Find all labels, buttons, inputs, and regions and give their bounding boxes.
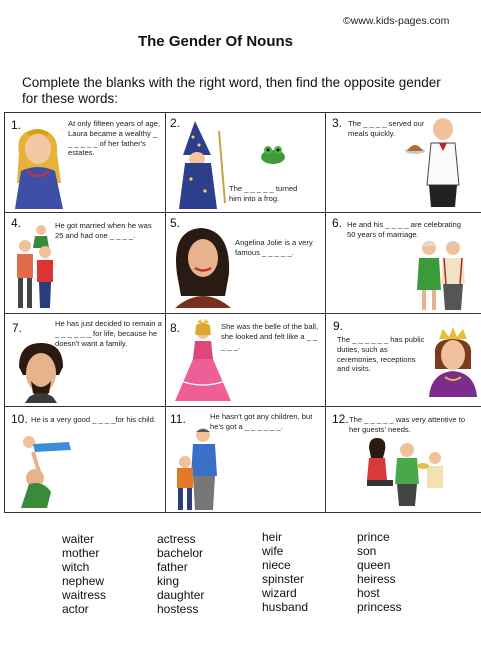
cell-10 <box>5 406 165 514</box>
instructions: Complete the blanks with the right word, then find the opposite gender for these words: <box>22 75 441 106</box>
copyright: ©www.kids-pages.com <box>343 15 450 27</box>
cell-number: 6. <box>332 216 343 230</box>
word: host <box>357 586 380 601</box>
word-column-2 <box>157 532 204 617</box>
cell-text: The _ _ _ _ _ was very attentive to her guests' needs. <box>349 415 466 434</box>
cell-9 <box>325 313 481 406</box>
cell-2 <box>165 113 325 212</box>
cell-number: 2. <box>170 116 181 130</box>
word: queen <box>357 558 391 573</box>
cell-number: 4. <box>11 216 22 230</box>
woman-figure <box>7 123 73 209</box>
cell-6 <box>325 212 481 313</box>
father-son-figure <box>11 222 59 310</box>
word: hostess <box>157 602 199 617</box>
frog <box>259 143 287 165</box>
word: heir <box>262 530 283 544</box>
cell-number: 12. <box>332 412 349 426</box>
cell-text: He hasn't got any children, but he's got a _ _ _ _ _ _. <box>210 412 313 431</box>
word: waitress <box>62 588 107 603</box>
cell-text: The _ _ _ _ _ _ has public duties, such as ceremonies, receptions and visits. <box>337 335 425 374</box>
cell-number: 11. <box>170 412 186 426</box>
word: waiter <box>62 532 95 546</box>
word-column-3 <box>262 530 308 615</box>
word: husband <box>262 600 309 615</box>
elderly-couple <box>413 238 471 310</box>
princess-figure <box>173 319 233 405</box>
cell-3 <box>325 113 481 212</box>
word: heiress <box>357 572 396 587</box>
word: son <box>357 544 377 559</box>
cell-1 <box>5 113 165 212</box>
word: witch <box>62 560 90 575</box>
cell-4 <box>5 212 165 313</box>
cell-text: He got married when he was 25 and had one _ _ _ _. <box>55 221 152 240</box>
cell-text: She was the belle of the ball, she looked and felt like a _ _ _ _ _. <box>221 322 319 351</box>
cell-number: 5. <box>170 216 181 230</box>
word: mother <box>62 546 100 561</box>
cell-number: 9. <box>333 319 344 333</box>
cell-text: The _ _ _ _ served our meals quickly. <box>348 119 425 138</box>
cell-number: 10. <box>11 412 28 426</box>
cell-text: At only fifteen years of age, Laura became a wealthy _ _ _ _ _ _ of her father's estates. <box>68 119 161 158</box>
word: daughter <box>157 588 205 603</box>
word: spinster <box>262 572 305 587</box>
cell-text: He has just decided to remain a _ _ _ _ _ _ for life, because he doesn't want a family. <box>55 319 162 348</box>
word: bachelor <box>157 546 204 561</box>
cell-11 <box>165 406 325 514</box>
word: wife <box>262 544 284 559</box>
page-title: The Gender Of Nouns <box>137 33 293 50</box>
hostess-scene <box>363 436 449 508</box>
exercise-grid <box>4 112 481 513</box>
word-column-1 <box>62 532 106 617</box>
cell-5 <box>165 212 325 313</box>
word-column-4 <box>357 530 402 615</box>
word: actress <box>157 532 196 546</box>
queen-portrait <box>425 325 481 397</box>
cell-text: Angelina Jolie is a very famous _ _ _ _ _. <box>235 238 313 257</box>
cell-number: 3. <box>332 116 343 130</box>
word: niece <box>262 558 291 573</box>
cell-7 <box>5 313 165 406</box>
actress-portrait <box>169 224 237 308</box>
wizard-figure <box>171 119 231 209</box>
man-portrait <box>13 341 69 403</box>
cell-8 <box>165 313 325 406</box>
uncle-nephew-figure <box>173 426 223 510</box>
cell-number: 1. <box>11 118 22 132</box>
word: father <box>157 560 188 575</box>
word: nephew <box>62 574 105 589</box>
cell-number: 7. <box>12 321 23 335</box>
word: king <box>157 574 180 589</box>
word: princess <box>357 600 402 615</box>
cell-text: He is a very good _ _ _ _for his child. <box>31 415 156 424</box>
cell-text: He and his _ _ _ _ are celebrating 50 years of marriage. <box>347 220 461 239</box>
cell-12 <box>325 406 481 514</box>
cell-number: 8. <box>170 321 181 335</box>
father-baby-figure <box>13 432 79 508</box>
waiter-figure <box>405 115 467 207</box>
word: actor <box>62 602 89 617</box>
word: wizard <box>262 586 297 601</box>
word: prince <box>357 530 390 544</box>
cell-text: The _ _ _ _ _ turned him into a frog. <box>229 184 298 203</box>
